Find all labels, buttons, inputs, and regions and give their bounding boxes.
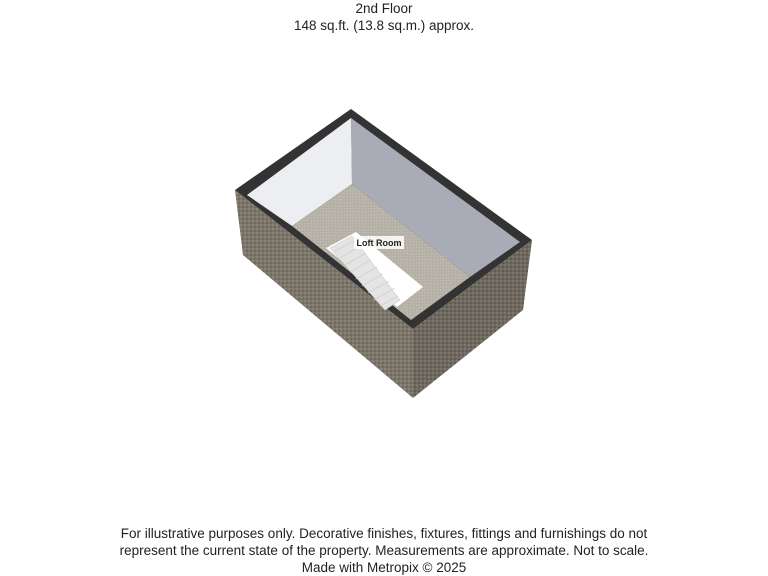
disclaimer [0, 525, 768, 576]
copyright: Made with Metropix © 2025 [301, 560, 467, 575]
floor-area: 148 sq.ft. (13.8 sq.m.) approx. [293, 18, 475, 33]
disclaimer-line-2: represent the current state of the property. Measurements are approximate. Not to scale. [119, 543, 649, 558]
disclaimer-line-1: For illustrative purposes only. Decorative finishes, fixtures, fittings and furnishings do not [120, 526, 648, 541]
room-label: Loft Room [356, 238, 402, 248]
floor-name: 2nd Floor [355, 1, 413, 16]
